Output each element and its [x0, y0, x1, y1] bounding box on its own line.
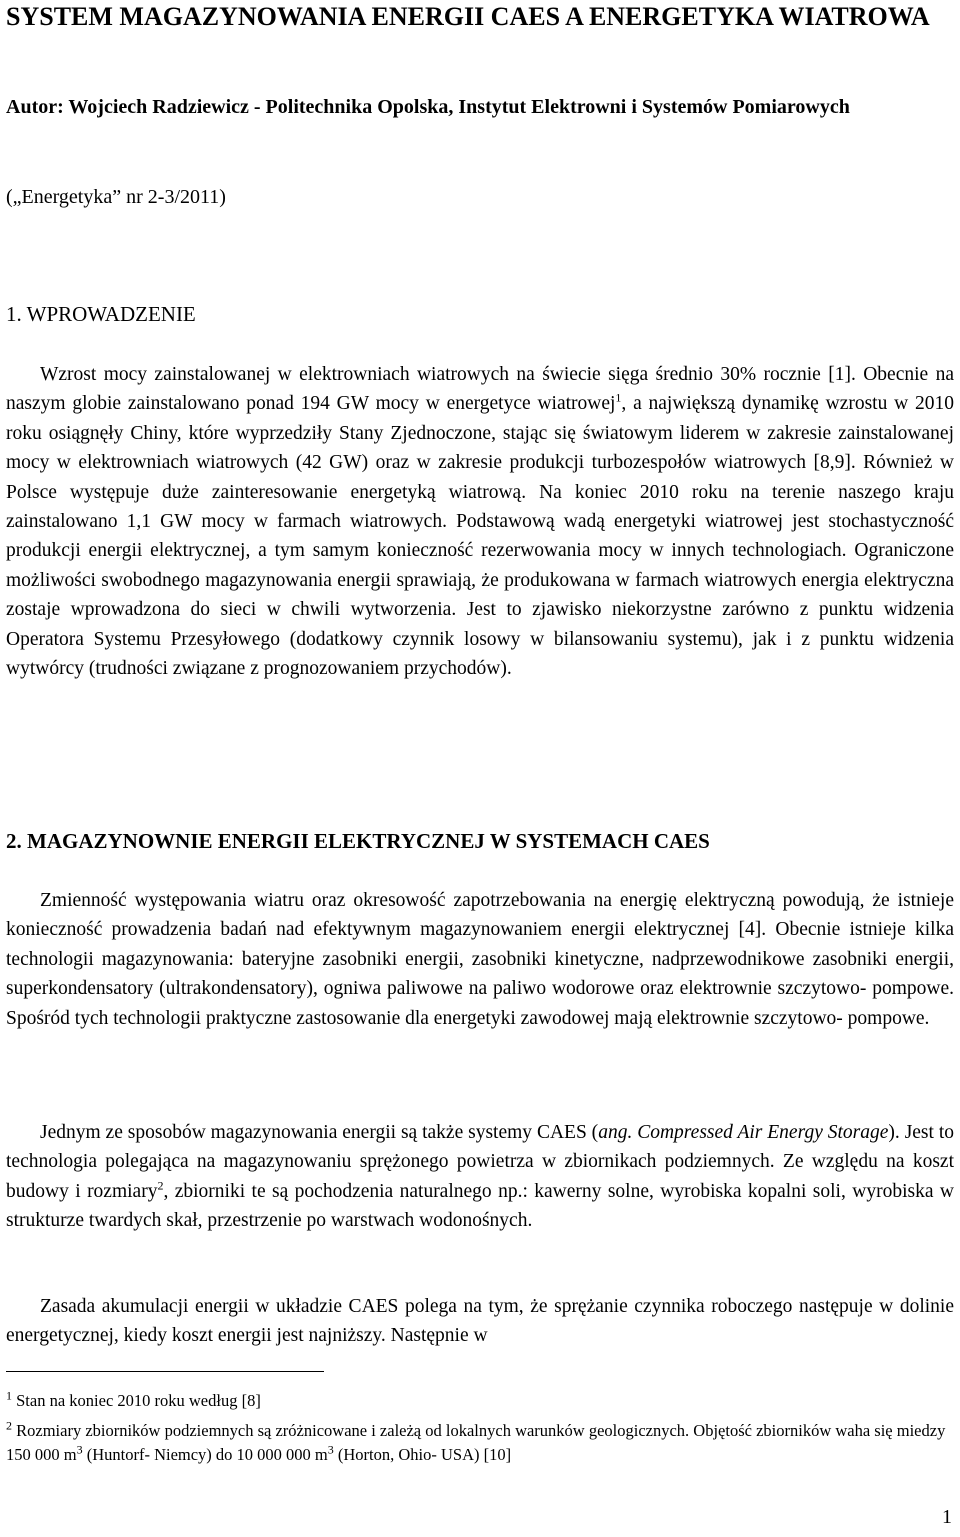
footnote-text: Stan na koniec 2010 roku według [8] [12, 1391, 261, 1410]
italic-term: ang. Compressed Air Energy Storage [598, 1122, 889, 1143]
page-number: 1 [942, 1506, 952, 1528]
footnote-text: (Horton, Ohio- USA) [10] [333, 1445, 512, 1464]
section-1-heading: 1. WPROWADZENIE [6, 302, 196, 326]
footnote-mark: 2 [6, 1418, 12, 1433]
superscript: 3 [327, 1442, 334, 1457]
author-line: Autor: Wojciech Radziewicz - Politechnika Opolska, Instytut Elektrowni i Systemów Pomiarowych [6, 96, 850, 118]
paragraph-text: Jednym ze sposobów magazynowania energii są także systemy CAES ( [40, 1122, 599, 1143]
footnote-ref-2: 2 [157, 1178, 164, 1193]
footnote-mark: 1 [6, 1388, 12, 1403]
section-1-paragraph [6, 360, 954, 683]
footnote-text: Rozmiary zbiorników podziemnych są zróżnicowane i zależą od lokalnych warunków geologicznych. Objętość zbiorników waha się miedzy 150 000 m [6, 1421, 946, 1464]
paragraph-text: ). Jest to technologia polegająca na magazynowaniu sprężonego powietrza w zbiornikach podziemnych. Ze względu na koszt budowy i rozmiary [6, 1122, 955, 1202]
superscript: 3 [76, 1442, 83, 1457]
section-2-heading: 2. MAGAZYNOWNIE ENERGII ELEKTRYCZNEJ W SYSTEMACH CAES [6, 829, 710, 853]
footnote-2 [6, 1419, 954, 1467]
footnote-ref-1: 1 [615, 390, 622, 405]
footnote-1 [6, 1389, 954, 1413]
paragraph-text: Wzrost mocy zainstalowanej w elektrowniach wiatrowych na świecie sięga średnio 30% rocznie [1]. Obecnie na naszym globie zainstalowano ponad 194 GW mocy w energetyce wiatrowej [6, 364, 954, 415]
footnote-text: (Huntorf- Niemcy) do 10 000 000 m [82, 1445, 328, 1464]
footnote-separator [6, 1371, 324, 1372]
paragraph-text: , a największą dynamikę wzrostu w 2010 roku osiągnęły Chiny, które wyprzedziły Stany Zjednoczone, stając się światowym liderem w zakresie zainstalowanej mocy w elektrowniach wiatrowych (42 GW) oraz w zakresie produkcji turbozespołów wiatrowych [8,9]. Również w Polsce występuje duże zainteresowanie energetyką wiatrową. Na koniec 2010 roku na terenie naszego kraju zainstalowano 1,1 GW mocy w farmach wiatrowych. Podstawową wadą energetyki wiatrowej jest stochastyczność produkcji energii elektrycznej, a tym samym konieczność rezerwowania mocy w innych technologiach. Ograniczone możliwości swobodnego magazynowania energii sprawiają, że produkowana w farmach wiatrowych energia elektryczna zostaje wprowadzona do sieci w chwili wytworzenia. Jest to zjawisko niekorzystne zarówno z punktu widzenia Operatora Systemu Przesyłowego (dodatkowy czynnik losowy w bilansowaniu systemu), jak i z punktu widzenia wytwórcy (trudności związane z prognozowaniem przychodów). [6, 393, 954, 680]
section-2-paragraph-3: Zasada akumulacji energii w układzie CAES polega na tym, że sprężanie czynnika roboczego następuje w dolinie energetycznej, kiedy koszt energii jest najniższy. Następnie w [6, 1296, 954, 1347]
section-2-paragraph-2 [6, 1118, 954, 1236]
section-2-paragraph-1: Zmienność występowania wiatru oraz okresowość zapotrzebowania na energię elektryczną powodują, że istnieje konieczność prowadzenia badań nad efektywnym magazynowaniem energii elektrycznej [4]. Obecnie istnieje kilka technologii magazynowania: bateryjne zasobniki energii, zasobniki kinetyczne, nadprzewodnikowe zasobniki energii, superkondensatory (ultrakondensatory), ogniwa paliwowe na paliwo wodorowe oraz elektrownie szczytowo- pompowe. Spośród tych technologii praktyczne zastosowanie dla energetyki zawodowej mają elektrownie szczytowo- pompowe. [6, 890, 954, 1029]
document-title: SYSTEM MAGAZYNOWANIA ENERGII CAES A ENERGETYKA WIATROWA [6, 2, 930, 31]
paragraph-text: , zbiorniki te są pochodzenia naturalnego np.: kawerny solne, wyrobiska kopalni soli, wyrobiska w strukturze twardych skał, przestrzenie po warstwach wodonośnych. [6, 1180, 954, 1232]
source-line: („Energetyka” nr 2-3/2011) [6, 186, 226, 208]
